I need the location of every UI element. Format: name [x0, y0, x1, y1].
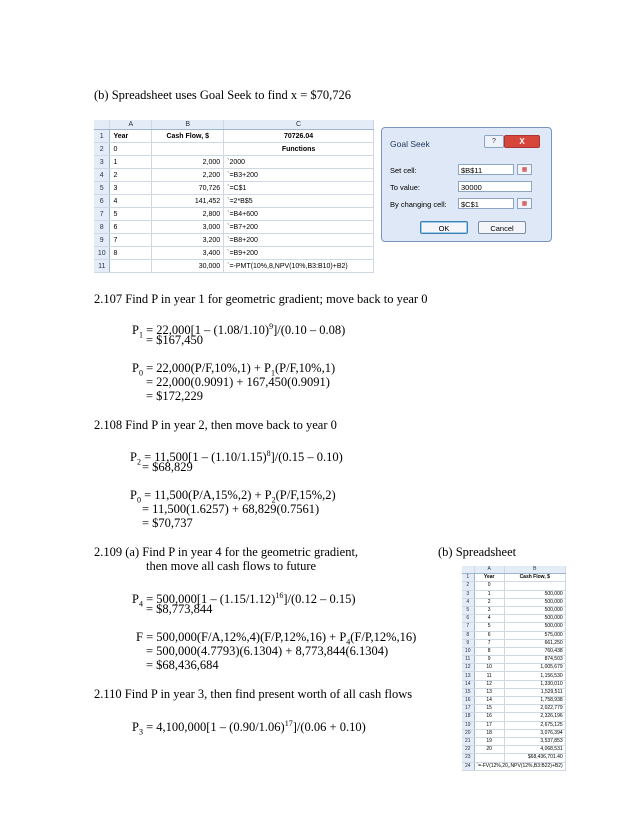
cell-formula: `=2*B$5 [224, 195, 374, 208]
sheet2-row-number: 8 [462, 631, 474, 639]
row-number: 8 [94, 221, 110, 234]
row-number: 4 [94, 169, 110, 182]
problem-2109-eq4: = 500,000(4.7793)(6.1304) + 8,773,844(6.1304) [146, 644, 389, 658]
sheet2-cell-year: 0 [474, 582, 504, 590]
cell-formula: `=B8+200 [224, 234, 374, 247]
sheet2-cell-year [474, 754, 504, 762]
set-cell-label: Set cell: [390, 166, 417, 175]
sheet2-cell-year: 10 [474, 664, 504, 672]
row-number: 7 [94, 208, 110, 221]
sheet2-cell-year: 15 [474, 705, 504, 713]
cell-cashflow [152, 143, 224, 156]
sheet-row [94, 260, 374, 273]
problem-2108-eq1: $P_2 = 11,500[1 - (1.10/1.15)^8]/(0.15 - 0.10)$ [130, 449, 343, 467]
row-number: 5 [94, 182, 110, 195]
changing-cell-label: By changing cell: [390, 200, 447, 209]
sheet2-cell-cashflow: 3,537,853 [504, 737, 565, 745]
cancel-button[interactable]: Cancel [478, 221, 526, 234]
sheet2-cell-cashflow: 3,076,394 [504, 729, 565, 737]
sheet2-row-number: 20 [462, 729, 474, 737]
row-number: 11 [94, 260, 110, 273]
sheet2-cell-cashflow: 2,022,779 [504, 705, 565, 713]
sheet-row [94, 195, 374, 208]
sheet2-formula-cell: `=-FV(12%,20,,NPV(12%,B3:B22)+B2) [474, 762, 565, 770]
sheet2-cell-cashflow [504, 582, 565, 590]
ok-button[interactable]: OK [420, 221, 468, 234]
sheet2-cell-year: 7 [474, 639, 504, 647]
sheet2-cell-year: 18 [474, 729, 504, 737]
sheet2-row [462, 639, 565, 647]
changing-cell-range-picker-icon[interactable]: ▦ [517, 198, 532, 209]
sheet2-row-number: 7 [462, 623, 474, 631]
sheet2-row [462, 647, 565, 655]
sheet2-cell-cashflow: 661,250 [504, 639, 565, 647]
problem-2109-eq3: $F = 500,000(F/A,12\%,4)(F/P,12\%,16) + P_4(F/P,12\%,16)$ [136, 630, 417, 647]
problem-2109-eq2: = $8,773,844 [146, 602, 213, 616]
sheet2-cell-year: 6 [474, 631, 504, 639]
sheet2-row-number: 2 [462, 582, 474, 590]
cell-formula: `=B3+200 [224, 169, 374, 182]
sheet2-cell-cashflow: 1,758,938 [504, 697, 565, 705]
cell-cashflow: 2,000 [152, 156, 224, 169]
cell-year: 1 [110, 156, 152, 169]
sheet2-row [462, 737, 565, 745]
sheet2-row [462, 615, 565, 623]
sheet2-cell-year: 13 [474, 688, 504, 696]
problem-2107-eq5: = $172,229 [146, 389, 204, 403]
cell-year: 8 [110, 247, 152, 260]
sheet2-row [462, 598, 565, 606]
sheet2-row-number: 12 [462, 664, 474, 672]
sheet2-row-number: 1 [462, 574, 474, 582]
sheet2-row [462, 590, 565, 598]
sheet2-row [462, 656, 565, 664]
sheet2-cell-year: 8 [474, 647, 504, 655]
sheet2-row [462, 754, 565, 762]
problem-2109-spreadsheet-label: (b) Spreadsheet [438, 545, 517, 559]
sheet2-cell-cashflow: 500,000 [504, 590, 565, 598]
set-cell-range-picker-icon[interactable]: ▦ [517, 164, 532, 175]
problem-2107-title: 2.107 Find P in year 1 for geometric gradient; move back to year 0 [94, 292, 428, 306]
goal-seek-dialog [381, 127, 552, 242]
sheet2-cell-year: 5 [474, 623, 504, 631]
problem-2108-eq3: $P_0 = 11,500(P/A,15\%,2) + P_2(P/F,15\%,2)$ [130, 488, 336, 505]
sheet-row [94, 234, 374, 247]
help-button[interactable]: ? [484, 135, 504, 148]
cell-year: 6 [110, 221, 152, 234]
sheet2-cell-cashflow: 1,005,679 [504, 664, 565, 672]
sheet2-col-header-a: A [474, 566, 504, 574]
sheet2-cell-year: 4 [474, 615, 504, 623]
sheet2-row-number: 5 [462, 606, 474, 614]
cell-year: 3 [110, 182, 152, 195]
sheet2-row-number: 15 [462, 688, 474, 696]
sheet2-cell-year: 14 [474, 697, 504, 705]
sheet2-row-number: 11 [462, 656, 474, 664]
sheet2-row [462, 705, 565, 713]
problem-2108-title: 2.108 Find P in year 2, then move back to year 0 [94, 418, 337, 432]
problem-2107-eq3: $P_0 = 22,000(P/F,10\%,1) + P_1(P/F,10\%,1)$ [132, 361, 336, 378]
sheet2-row [462, 672, 565, 680]
cell-formula: `=B9+200 [224, 247, 374, 260]
sheet2-cell-cashflow: $68,436,701.40 [504, 754, 565, 762]
cell-formula: `=B7+200 [224, 221, 374, 234]
cell-year [110, 260, 152, 273]
sheet-row [94, 247, 374, 260]
cell-cashflow: 141,452 [152, 195, 224, 208]
sheet2-row-number: 17 [462, 705, 474, 713]
sheet2-cell-year: 2 [474, 598, 504, 606]
sheet2-row-number: 24 [462, 762, 474, 770]
set-cell-input[interactable]: $B$11 [458, 164, 514, 175]
cell-year: 2 [110, 169, 152, 182]
cell-year: 7 [110, 234, 152, 247]
col-header-a: A [110, 120, 152, 130]
section-heading-b: (b) Spreadsheet uses Goal Seek to find x = $70,726 [94, 88, 352, 102]
sheet2-row [462, 680, 565, 688]
problem-2107-eq4: = 22,000(0.9091) + 167,450(0.9091) [146, 375, 330, 389]
changing-cell-input[interactable]: $C$1 [458, 198, 514, 209]
sheet2-row [462, 697, 565, 705]
problem-2109-title: 2.109 (a) Find P in year 4 for the geometric gradient, [94, 545, 359, 559]
sheet2-row-number: 23 [462, 754, 474, 762]
sheet-row [94, 182, 374, 195]
sheet-row [94, 156, 374, 169]
sheet2-year-header: Year [474, 574, 504, 582]
sheet2-row-number: 21 [462, 737, 474, 745]
cell-cashflow: 3,000 [152, 221, 224, 234]
sheet2-cell-year: 11 [474, 672, 504, 680]
cell-year-header: Year [110, 130, 152, 143]
sheet2-cell-year: 1 [474, 590, 504, 598]
sheet2-cell-cashflow: 760,438 [504, 647, 565, 655]
sheet2-cell-cashflow: 4,068,531 [504, 746, 565, 754]
goal-seek-spreadsheet [94, 120, 374, 273]
sheet2-row [462, 664, 565, 672]
row-number: 9 [94, 234, 110, 247]
cell-formula: `=B4+600 [224, 208, 374, 221]
sheet2-cell-cashflow: 874,503 [504, 656, 565, 664]
sheet2-cell-cashflow: 500,000 [504, 606, 565, 614]
sheet-row [94, 169, 374, 182]
sheet2-row-number: 18 [462, 713, 474, 721]
sheet2-row [462, 729, 565, 737]
dialog-title: Goal Seek [390, 139, 430, 149]
cell-year: 4 [110, 195, 152, 208]
sheet2-cell-year: 20 [474, 746, 504, 754]
sheet2-row-number: 16 [462, 697, 474, 705]
sheet2-row [462, 746, 565, 754]
problem-2108-eq2: = $68,829 [142, 460, 193, 474]
sheet2-row-number: 6 [462, 615, 474, 623]
cell-cashflow: 2,200 [152, 169, 224, 182]
sheet2-row-number: 10 [462, 647, 474, 655]
sheet2-col-header-b: B [504, 566, 565, 574]
sheet2-cell-year: 16 [474, 713, 504, 721]
sheet2-corner [462, 566, 474, 574]
cell-cashflow: 3,400 [152, 247, 224, 260]
sheet2-row-number: 13 [462, 672, 474, 680]
sheet2-cell-cashflow: 2,326,196 [504, 713, 565, 721]
fv-spreadsheet [462, 566, 566, 771]
sheet2-row [462, 623, 565, 631]
sheet2-cell-cashflow: 500,000 [504, 598, 565, 606]
sheet-corner [94, 120, 110, 130]
to-value-label: To value: [390, 183, 421, 192]
problem-2107-eq2: = $167,450 [146, 333, 204, 347]
cell-cashflow: 70,726 [152, 182, 224, 195]
sheet2-row-number: 14 [462, 680, 474, 688]
sheet2-row [462, 721, 565, 729]
sheet2-cell-year: 19 [474, 737, 504, 745]
cell-formula: `=-PMT(10%,8,NPV(10%,B3:B10)+B2) [224, 260, 374, 273]
row-number: 10 [94, 247, 110, 260]
col-header-b: B [152, 120, 224, 130]
sheet2-row [462, 631, 565, 639]
cell-year: 0 [110, 143, 152, 156]
problem-2110-title: 2.110 Find P in year 3, then find present worth of all cash flows [94, 687, 413, 701]
row-number: 2 [94, 143, 110, 156]
problem-2109-eq1: $P_4 = 500,000[1 - (1.15/1.12)^{16}]/(0.12 - 0.15)$ [132, 591, 356, 609]
cell-cashflow: 2,800 [152, 208, 224, 221]
sheet2-row [462, 606, 565, 614]
problem-2110-eq1: $P_3 = 4,100,000[1 - (0.90/1.06)^{17}]/(0.06 + 0.10)$ [132, 719, 366, 737]
sheet2-cell-cashflow: 1,330,010 [504, 680, 565, 688]
cell-cashflow-header: Cash Flow, $ [152, 130, 224, 143]
sheet2-row-number: 19 [462, 721, 474, 729]
sheet2-row [462, 688, 565, 696]
row-number: 6 [94, 195, 110, 208]
sheet2-row-number: 22 [462, 746, 474, 754]
sheet2-row [462, 713, 565, 721]
problem-2109-title-cont: then move all cash flows to future [146, 559, 317, 573]
problem-2108-eq4: = 11,500(1.6257) + 68,829(0.7561) [142, 502, 320, 516]
sheet2-cell-year: 9 [474, 656, 504, 664]
sheet2-cell-year: 17 [474, 721, 504, 729]
sheet2-cell-cashflow: 500,000 [504, 623, 565, 631]
close-button[interactable]: X [504, 135, 540, 148]
sheet2-row [462, 582, 565, 590]
col-header-c: C [224, 120, 374, 130]
cell-formula: `=C$1 [224, 182, 374, 195]
sheet2-cashflow-header: Cash Flow, $ [504, 574, 565, 582]
cell-cashflow: 3,200 [152, 234, 224, 247]
row-number: 3 [94, 156, 110, 169]
cell-cashflow: 30,000 [152, 260, 224, 273]
cell-formula: `2000 [224, 156, 374, 169]
sheet2-cell-cashflow: 1,529,511 [504, 688, 565, 696]
sheet2-cell-cashflow: 575,000 [504, 631, 565, 639]
sheet-row [94, 143, 374, 156]
row-number: 1 [94, 130, 110, 143]
cell-formula: Functions [224, 143, 374, 156]
problem-2109-eq5: = $68,436,684 [146, 658, 219, 672]
problem-2108-eq5: = $70,737 [142, 516, 193, 530]
sheet2-cell-cashflow: 2,675,125 [504, 721, 565, 729]
sheet2-cell-year: 12 [474, 680, 504, 688]
sheet2-cell-cashflow: 500,000 [504, 615, 565, 623]
sheet-row [94, 208, 374, 221]
problem-2107-eq1: $P_1 = 22,000[1 - (1.08/1.10)^9]/(0.10 - 0.08)$ [132, 322, 346, 340]
sheet2-row-number: 9 [462, 639, 474, 647]
sheet2-cell-year: 3 [474, 606, 504, 614]
to-value-input[interactable]: 30000 [458, 181, 532, 192]
cell-year: 5 [110, 208, 152, 221]
sheet2-row-number: 4 [462, 598, 474, 606]
cell-c1-value: 70726.04 [224, 130, 374, 143]
sheet-row [94, 221, 374, 234]
sheet2-row-number: 3 [462, 590, 474, 598]
sheet2-cell-cashflow: 1,156,530 [504, 672, 565, 680]
